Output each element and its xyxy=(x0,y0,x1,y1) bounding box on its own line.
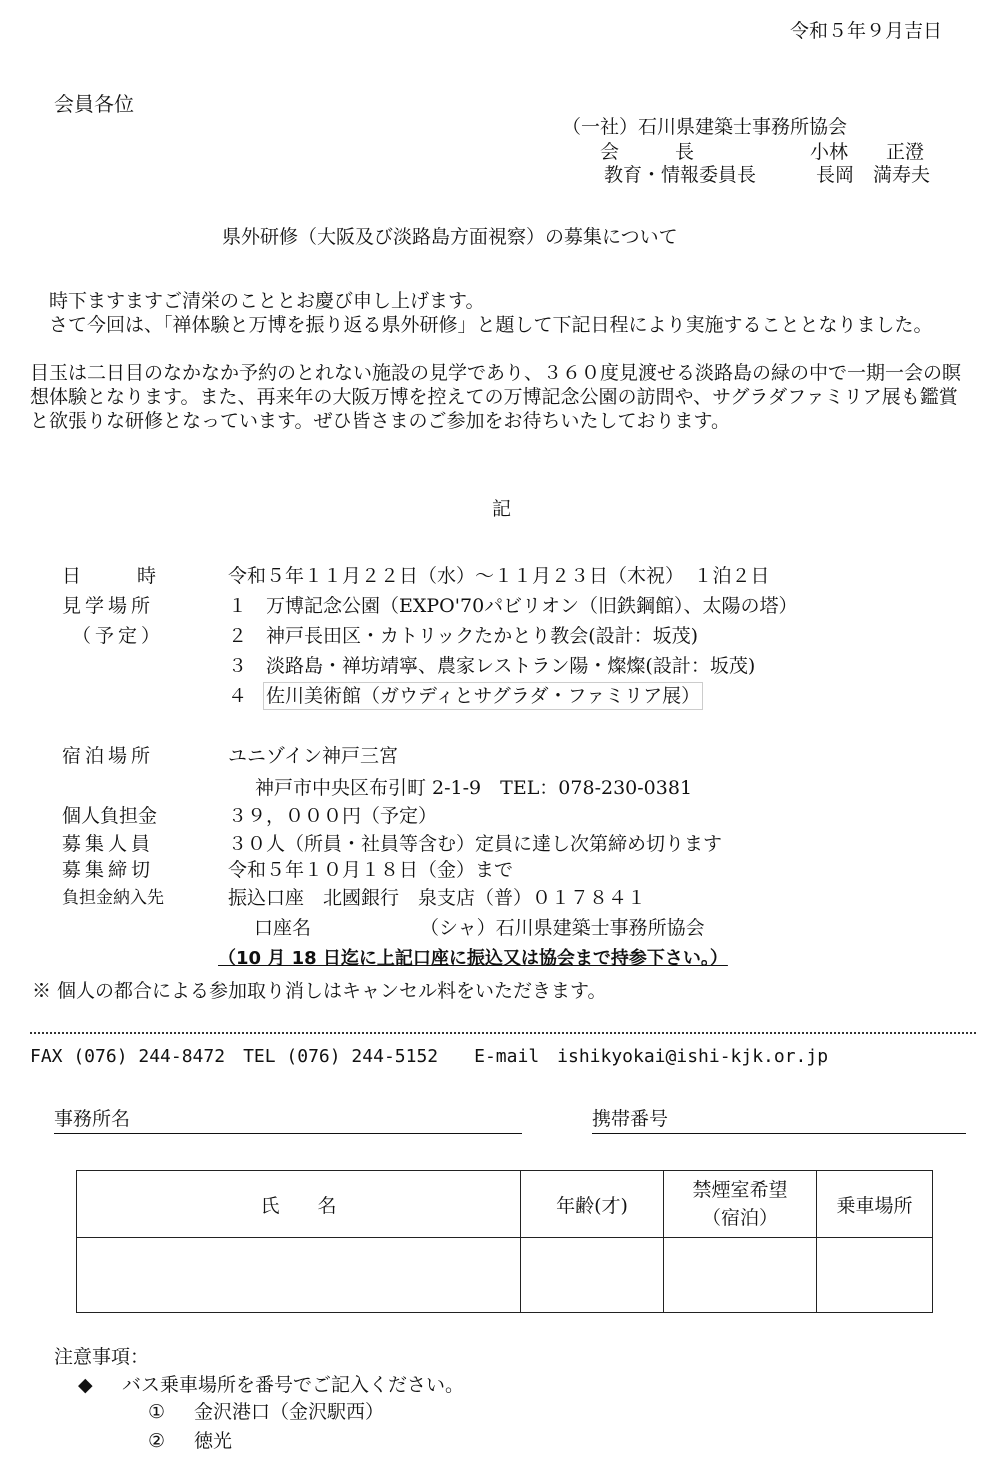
option-text: 金沢港口（金沢駅西） xyxy=(194,1401,385,1423)
option-num: ② xyxy=(148,1430,166,1452)
contact-line: FAX (076) 244-8472 TEL (076) 244-5152 E-mail ishikyokai@ishi-kjk.or.jp xyxy=(30,1046,829,1067)
registration-table xyxy=(76,1170,933,1313)
place-text: 佐川美術館（ガウディとサグラダ・ファミリア展） xyxy=(266,685,701,707)
recipient: 会員各位 xyxy=(54,92,134,116)
mobile-label: 携帯番号 xyxy=(592,1108,669,1130)
col-smoke xyxy=(664,1171,817,1238)
place-num: ３ xyxy=(228,655,248,677)
cost-label: 個人負担金 xyxy=(62,805,158,827)
place-label: 見学場所 xyxy=(62,595,155,617)
payment-value: 振込口座 北國銀行 泉支店（普）０１７８４１ xyxy=(228,887,647,909)
place-item xyxy=(228,594,797,618)
capacity-label: 募集人員 xyxy=(62,833,155,855)
account-value: （シャ）石川県建築士事務所協会 xyxy=(420,917,705,939)
col-boarding: 乗車場所 xyxy=(817,1171,933,1238)
notes-title: 注意事項： xyxy=(54,1346,150,1368)
cost-value: ３９，０００円（予定） xyxy=(228,805,438,827)
place-num: ４ xyxy=(228,685,248,707)
diamond-bullet-icon: ◆ xyxy=(78,1374,93,1396)
sender-name-president: 小林 正澄 xyxy=(810,141,925,163)
notes-item-text: バス乗車場所を番号でご記入ください。 xyxy=(122,1374,465,1396)
place-text: 神戸長田区・カトリックたかとり教会(設計：坂茂) xyxy=(266,625,699,647)
payment-note: （10 月 18 日迄に上記口座に振込又は協会まで持参下さい。） xyxy=(218,948,728,969)
body-intro: さて今回は、「禅体験と万博を振り返る県外研修」と題して下記日程により実施することとなりました。 xyxy=(49,314,933,336)
deadline-label: 募集締切 xyxy=(62,859,155,881)
cancel-note: ※ 個人の都合による参加取り消しはキャンセル料をいただきます。 xyxy=(32,980,607,1002)
sender-role-president: 会 長 xyxy=(600,141,701,163)
document-title: 県外研修（大阪及び淡路島方面視察）の募集について xyxy=(222,226,678,248)
place-text: 万博記念公園（EXPO'70パビリオン（旧鉄鋼館）、太陽の塔） xyxy=(266,595,798,617)
col-name: 氏 名 xyxy=(77,1171,521,1238)
mobile-line[interactable] xyxy=(592,1133,966,1134)
deadline-value: 令和５年１０月１８日（金）まで xyxy=(228,859,514,881)
document-date: 令和５年９月吉日 xyxy=(790,20,943,42)
boarding-option xyxy=(148,1432,232,1451)
place-item xyxy=(228,684,700,708)
cell-boarding[interactable] xyxy=(817,1238,933,1313)
cell-age[interactable] xyxy=(521,1238,664,1313)
hotel-address: 神戸市中央区布引町 2-1-9 TEL：078-230-0381 xyxy=(255,777,693,799)
table-header-row xyxy=(77,1171,933,1238)
payment-label: 負担金納入先 xyxy=(62,888,164,908)
place-item xyxy=(228,624,698,648)
sender-org: （一社）石川県建築士事務所協会 xyxy=(562,116,848,138)
body-greeting: 時下ますますご清栄のこととお慶び申し上げます。 xyxy=(49,290,485,312)
date-value: 令和５年１１月２２日（水）～１１月２３日（木祝） １泊２日 xyxy=(228,565,770,587)
hotel-name: ユニゾイン神戸三宮 xyxy=(228,745,399,767)
place-item xyxy=(228,654,755,678)
ki-marker: 記 xyxy=(492,498,512,520)
office-name-label: 事務所名 xyxy=(54,1108,131,1130)
col-smoke-line1: 禁煙室希望 xyxy=(692,1179,788,1201)
table-row xyxy=(77,1238,933,1313)
account-label: 口座名 xyxy=(254,917,312,939)
body-highlight: 目玉は二日目のなかなか予約のとれない施設の見学であり、３６０度見渡せる淡路島の緑の中で一期一会の瞑想体験となります。また、再来年の大阪万博を控えての万博記念公園の訪問や、サグラダファミリア展も鑑賞と欲張りな研修となっています。ぜひ皆さまのご参加をお待ちいたしております。 xyxy=(30,362,962,432)
cell-smoke[interactable] xyxy=(664,1238,817,1313)
col-smoke-line2: （宿泊） xyxy=(701,1207,778,1229)
place-num: １ xyxy=(228,595,248,617)
col-age: 年齢(才) xyxy=(521,1171,664,1238)
place-text: 淡路島・禅坊靖寧、農家レストラン陽・燦燦(設計：坂茂) xyxy=(266,655,756,677)
sender-role-committee: 教育・情報委員長 xyxy=(604,164,757,186)
notes-item xyxy=(78,1376,464,1395)
option-text: 徳光 xyxy=(194,1430,233,1452)
cell-name[interactable] xyxy=(77,1238,521,1313)
option-num: ① xyxy=(148,1401,166,1423)
place-sub-label: （予定） xyxy=(72,625,165,647)
sender-name-committee: 長岡 満寿夫 xyxy=(816,164,931,186)
office-name-line[interactable] xyxy=(54,1133,522,1134)
cut-line xyxy=(30,1032,976,1034)
date-label: 日 時 xyxy=(62,565,163,587)
capacity-value: ３０人（所員・社員等含む）定員に達し次第締め切ります xyxy=(228,833,723,855)
boarding-option xyxy=(148,1403,384,1422)
place-num: ２ xyxy=(228,625,248,647)
hotel-label: 宿泊場所 xyxy=(62,745,155,767)
